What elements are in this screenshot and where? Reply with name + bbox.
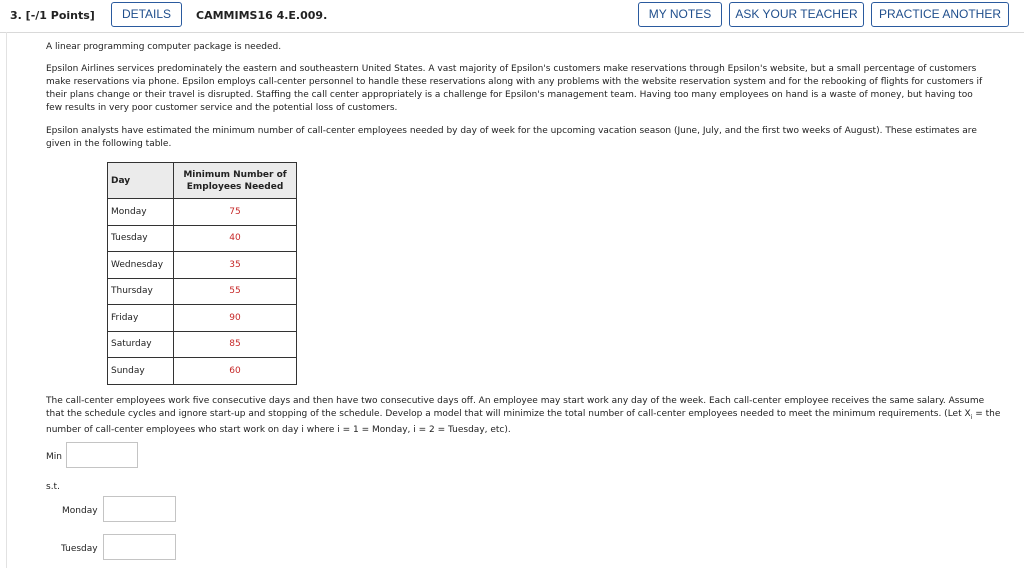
question-code: CAMMIMS16 4.E.009.: [196, 9, 328, 22]
schedule-text-part-b: = the number of call-center employees who start work on day i where i = 1 = Monday, i = 2 = Tuesday, etc).: [46, 409, 1001, 435]
min-employees-cell: 55: [174, 278, 297, 305]
day-cell: Saturday: [108, 331, 174, 358]
day-cell: Friday: [108, 305, 174, 332]
subscript-i: i: [970, 413, 973, 421]
question-header: [0, 0, 1024, 33]
tuesday-constraint-input[interactable]: [103, 534, 176, 560]
min-employees-cell: 85: [174, 331, 297, 358]
day-column-header: Day: [108, 163, 174, 199]
min-label: Min: [46, 452, 62, 462]
my-notes-button[interactable]: MY NOTES: [638, 2, 722, 27]
monday-constraint-input[interactable]: [103, 496, 176, 522]
min-employees-cell: 40: [174, 225, 297, 252]
table-row: [108, 199, 297, 226]
min-employees-cell: 35: [174, 252, 297, 279]
question-points: 3. [-/1 Points]: [10, 9, 95, 22]
content-left-border: [6, 32, 7, 568]
table-row: [108, 225, 297, 252]
day-cell: Monday: [108, 199, 174, 226]
minimum-employees-table: [107, 162, 297, 385]
ask-teacher-button[interactable]: ASK YOUR TEACHER: [729, 2, 864, 27]
intro-text: A linear programming computer package is needed.: [46, 42, 282, 52]
schedule-text-part-a: The call-center employees work five consecutive days and then have two consecutive days off. An employee may start work any day of the week. Each call-center employee receives the same salary. Assume that the schedule cycles and ignore start-up and stopping of the schedule. Develop a model that will minimize the total number of call-center employees needed to meet the minimum requirements. (Let X: [46, 396, 985, 419]
min-employees-cell: 75: [174, 199, 297, 226]
details-button[interactable]: DETAILS: [111, 2, 182, 27]
monday-constraint-label: Monday: [62, 506, 98, 516]
table-header-row: [108, 163, 297, 199]
min-employees-cell: 90: [174, 305, 297, 332]
min-employees-cell: 60: [174, 358, 297, 385]
day-cell: Tuesday: [108, 225, 174, 252]
min-employees-column-header: Minimum Number of Employees Needed: [174, 163, 297, 199]
estimates-description: Epsilon analysts have estimated the minimum number of call-center employees needed by day of week for the upcoming vacation season (June, July, and the first two weeks of August). These estimates are given in the following table.: [46, 126, 977, 149]
day-cell: Wednesday: [108, 252, 174, 279]
problem-description: Epsilon Airlines services predominately the eastern and southeastern United States. A vast majority of Epsilon's customers make reservations through Epsilon's website, but a small percentage of customers make reservations via phone. Epsilon employs call-center personnel to handle these reservations along with any problems with the website reservation system and for the rebooking of flights for customers if their plans change or their travel is disrupted. Staffing the call center appropriately is a challenge for Epsilon's management team. Having too many employees on hand is a waste of money, but having too few results in very poor customer service and the potential loss of customers.: [46, 64, 983, 113]
table-row: [108, 305, 297, 332]
tuesday-constraint-label: Tuesday: [61, 544, 98, 554]
practice-another-button[interactable]: PRACTICE ANOTHER: [871, 2, 1009, 27]
subject-to-label: s.t.: [46, 482, 60, 492]
schedule-instructions: [46, 395, 1001, 437]
objective-input[interactable]: [66, 442, 138, 468]
day-cell: Sunday: [108, 358, 174, 385]
table-row: [108, 331, 297, 358]
table-row: [108, 358, 297, 385]
table-row: [108, 278, 297, 305]
table-row: [108, 252, 297, 279]
day-cell: Thursday: [108, 278, 174, 305]
